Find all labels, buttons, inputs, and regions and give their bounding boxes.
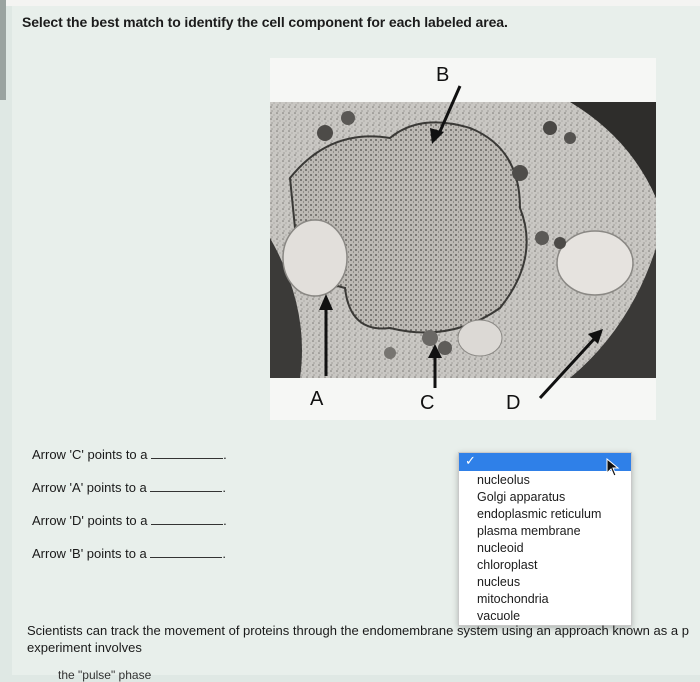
label-a: A: [310, 388, 324, 410]
question-text: Select the best match to identify the cell component for each labeled area.: [22, 14, 508, 30]
dropdown-option-chloroplast[interactable]: chloroplast: [477, 558, 538, 572]
answer-c-select[interactable]: [151, 446, 223, 459]
cell-micrograph-figure: [270, 58, 656, 420]
micrograph-svg: [270, 58, 656, 420]
prompt-a-text: Arrow 'A' points to a: [32, 480, 147, 495]
dropdown-option-golgi[interactable]: Golgi apparatus: [477, 490, 566, 504]
dropdown-option-er[interactable]: endoplasmic reticulum: [477, 507, 602, 521]
organelle-shape: [512, 165, 528, 181]
vacuole-shape: [458, 320, 502, 356]
organelle-shape: [341, 111, 355, 125]
prompt-a: Arrow 'A' points to a .: [32, 480, 227, 495]
prompt-d-text: Arrow 'D' points to a: [32, 513, 148, 528]
vacuole-shape: [557, 231, 633, 295]
prompt-d: Arrow 'D' points to a .: [32, 513, 227, 528]
label-b: B: [436, 64, 450, 86]
mouse-cursor-icon: [606, 458, 622, 478]
next-question-line2: experiment involves: [27, 640, 142, 655]
vacuole-shape: [283, 220, 347, 296]
organelle-shape: [384, 347, 396, 359]
prompt-b-text: Arrow 'B' points to a: [32, 546, 147, 561]
dropdown-option-nucleoid[interactable]: nucleoid: [477, 541, 524, 555]
answer-d-select[interactable]: [151, 512, 223, 525]
organelle-shape: [438, 341, 452, 355]
organelle-shape: [554, 237, 566, 249]
next-question-option-cut: the "pulse" phase: [58, 668, 152, 682]
answer-b-select[interactable]: [150, 545, 222, 558]
answer-dropdown-list[interactable]: [458, 452, 632, 626]
prompt-c: Arrow 'C' points to a .: [32, 447, 227, 462]
next-question-text: [27, 622, 700, 656]
dropdown-option-plasma-membrane[interactable]: plasma membrane: [477, 524, 581, 538]
prompt-b: Arrow 'B' points to a .: [32, 546, 227, 561]
answer-a-select[interactable]: [150, 479, 222, 492]
organelle-shape: [543, 121, 557, 135]
label-d: D: [506, 392, 521, 414]
organelle-shape: [535, 231, 549, 245]
organelle-shape: [422, 330, 438, 346]
dropdown-option-vacuole[interactable]: vacuole: [477, 609, 521, 623]
dropdown-option-nucleus[interactable]: nucleus: [477, 575, 521, 589]
organelle-shape: [564, 132, 576, 144]
check-icon: ✓: [465, 453, 476, 468]
next-question-line1: Scientists can track the movement of proteins through the endomembrane system using an approach known as a p: [27, 623, 689, 638]
label-c: C: [420, 392, 435, 414]
dropdown-option-mitochondria[interactable]: mitochondria: [477, 592, 549, 606]
scrollbar-left[interactable]: [0, 0, 6, 100]
prompt-c-text: Arrow 'C' points to a: [32, 447, 148, 462]
dropdown-option-nucleolus[interactable]: nucleolus: [477, 473, 530, 487]
organelle-shape: [317, 125, 333, 141]
